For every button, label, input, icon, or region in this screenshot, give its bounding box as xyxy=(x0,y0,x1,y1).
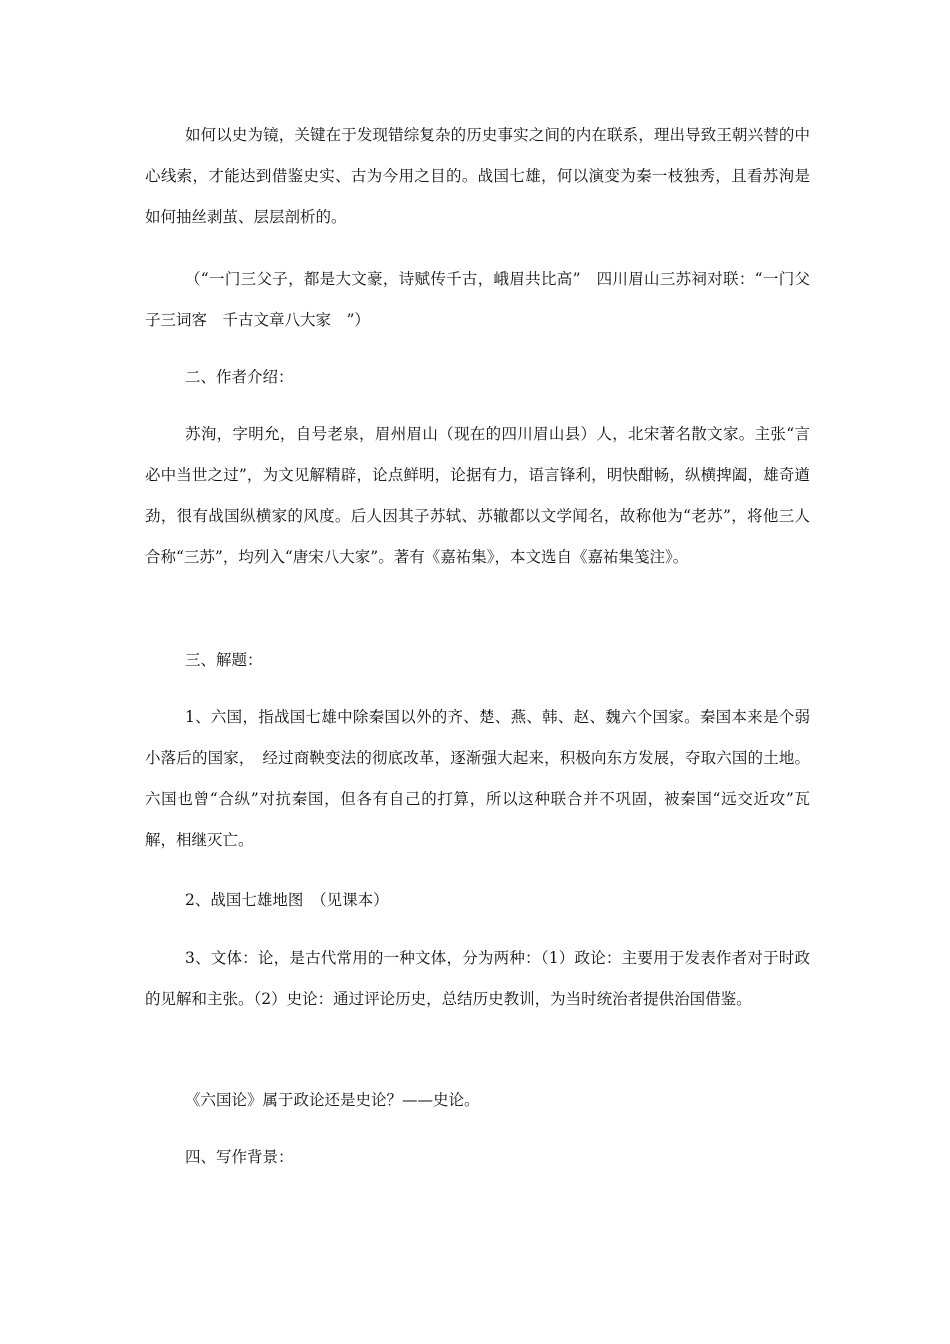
map-paragraph: 2、战国七雄地图 （见课本） xyxy=(185,891,389,909)
six-states-paragraph: 1、六国，指战国七雄中除秦国以外的齐、楚、燕、韩、赵、魏六个国家。秦国本来是个弱小落后的国家， 经过商鞅变法的彻底改革，逐渐强大起来，积极向东方发展，夺取六国的土地。六国也曾“合纵”对抗秦国，但各有自己的打算，所以这种联合并不巩固，被秦国“远交近攻”瓦解，相继灭亡。 xyxy=(145,708,810,849)
section-heading-title-explanation: 三、解题： xyxy=(185,651,263,669)
author-paragraph: 苏洵，字明允，自号老泉，眉州眉山（现在的四川眉山县）人，北宋著名散文家。主张“言必中当世之过”，为文见解精辟，论点鲜明，论据有力，语言锋利，明快酣畅，纵横捭阖，雄奇遒劲，很有战国纵横家的风度。后人因其子苏轼、苏辙都以文学闻名，故称他为“老苏”，将他三人合称“三苏”，均列入“唐宋八大家”。著有《嘉祐集》，本文选自《嘉祐集笺注》。 xyxy=(145,425,810,566)
genre-paragraph: 3、文体：论，是古代常用的一种文体，分为两种：（1）政论：主要用于发表作者对于时政的见解和主张。（2）史论：通过评论历史，总结历史教训，为当时统治者提供治国借鉴。 xyxy=(145,949,810,1008)
intro-paragraph: 如何以史为镜，关键在于发现错综复杂的历史事实之间的内在联系，理出导致王朝兴替的中心线索，才能达到借鉴史实、古为今用之目的。战国七雄，何以演变为秦一枝独秀，且看苏洵是如何抽丝剥茧、层层剖析的。 xyxy=(145,126,810,226)
section-heading-author: 二、作者介绍： xyxy=(185,368,294,386)
section-heading-background: 四、写作背景： xyxy=(185,1148,294,1166)
couplet-paragraph: （“一门三父子，都是大文豪，诗赋传千古，峨眉共比高” 四川眉山三苏祠对联：“一门父子三词客 千古文章八大家 ”） xyxy=(145,270,810,329)
question-paragraph: 《六国论》属于政论还是史论？——史论。 xyxy=(185,1091,480,1109)
